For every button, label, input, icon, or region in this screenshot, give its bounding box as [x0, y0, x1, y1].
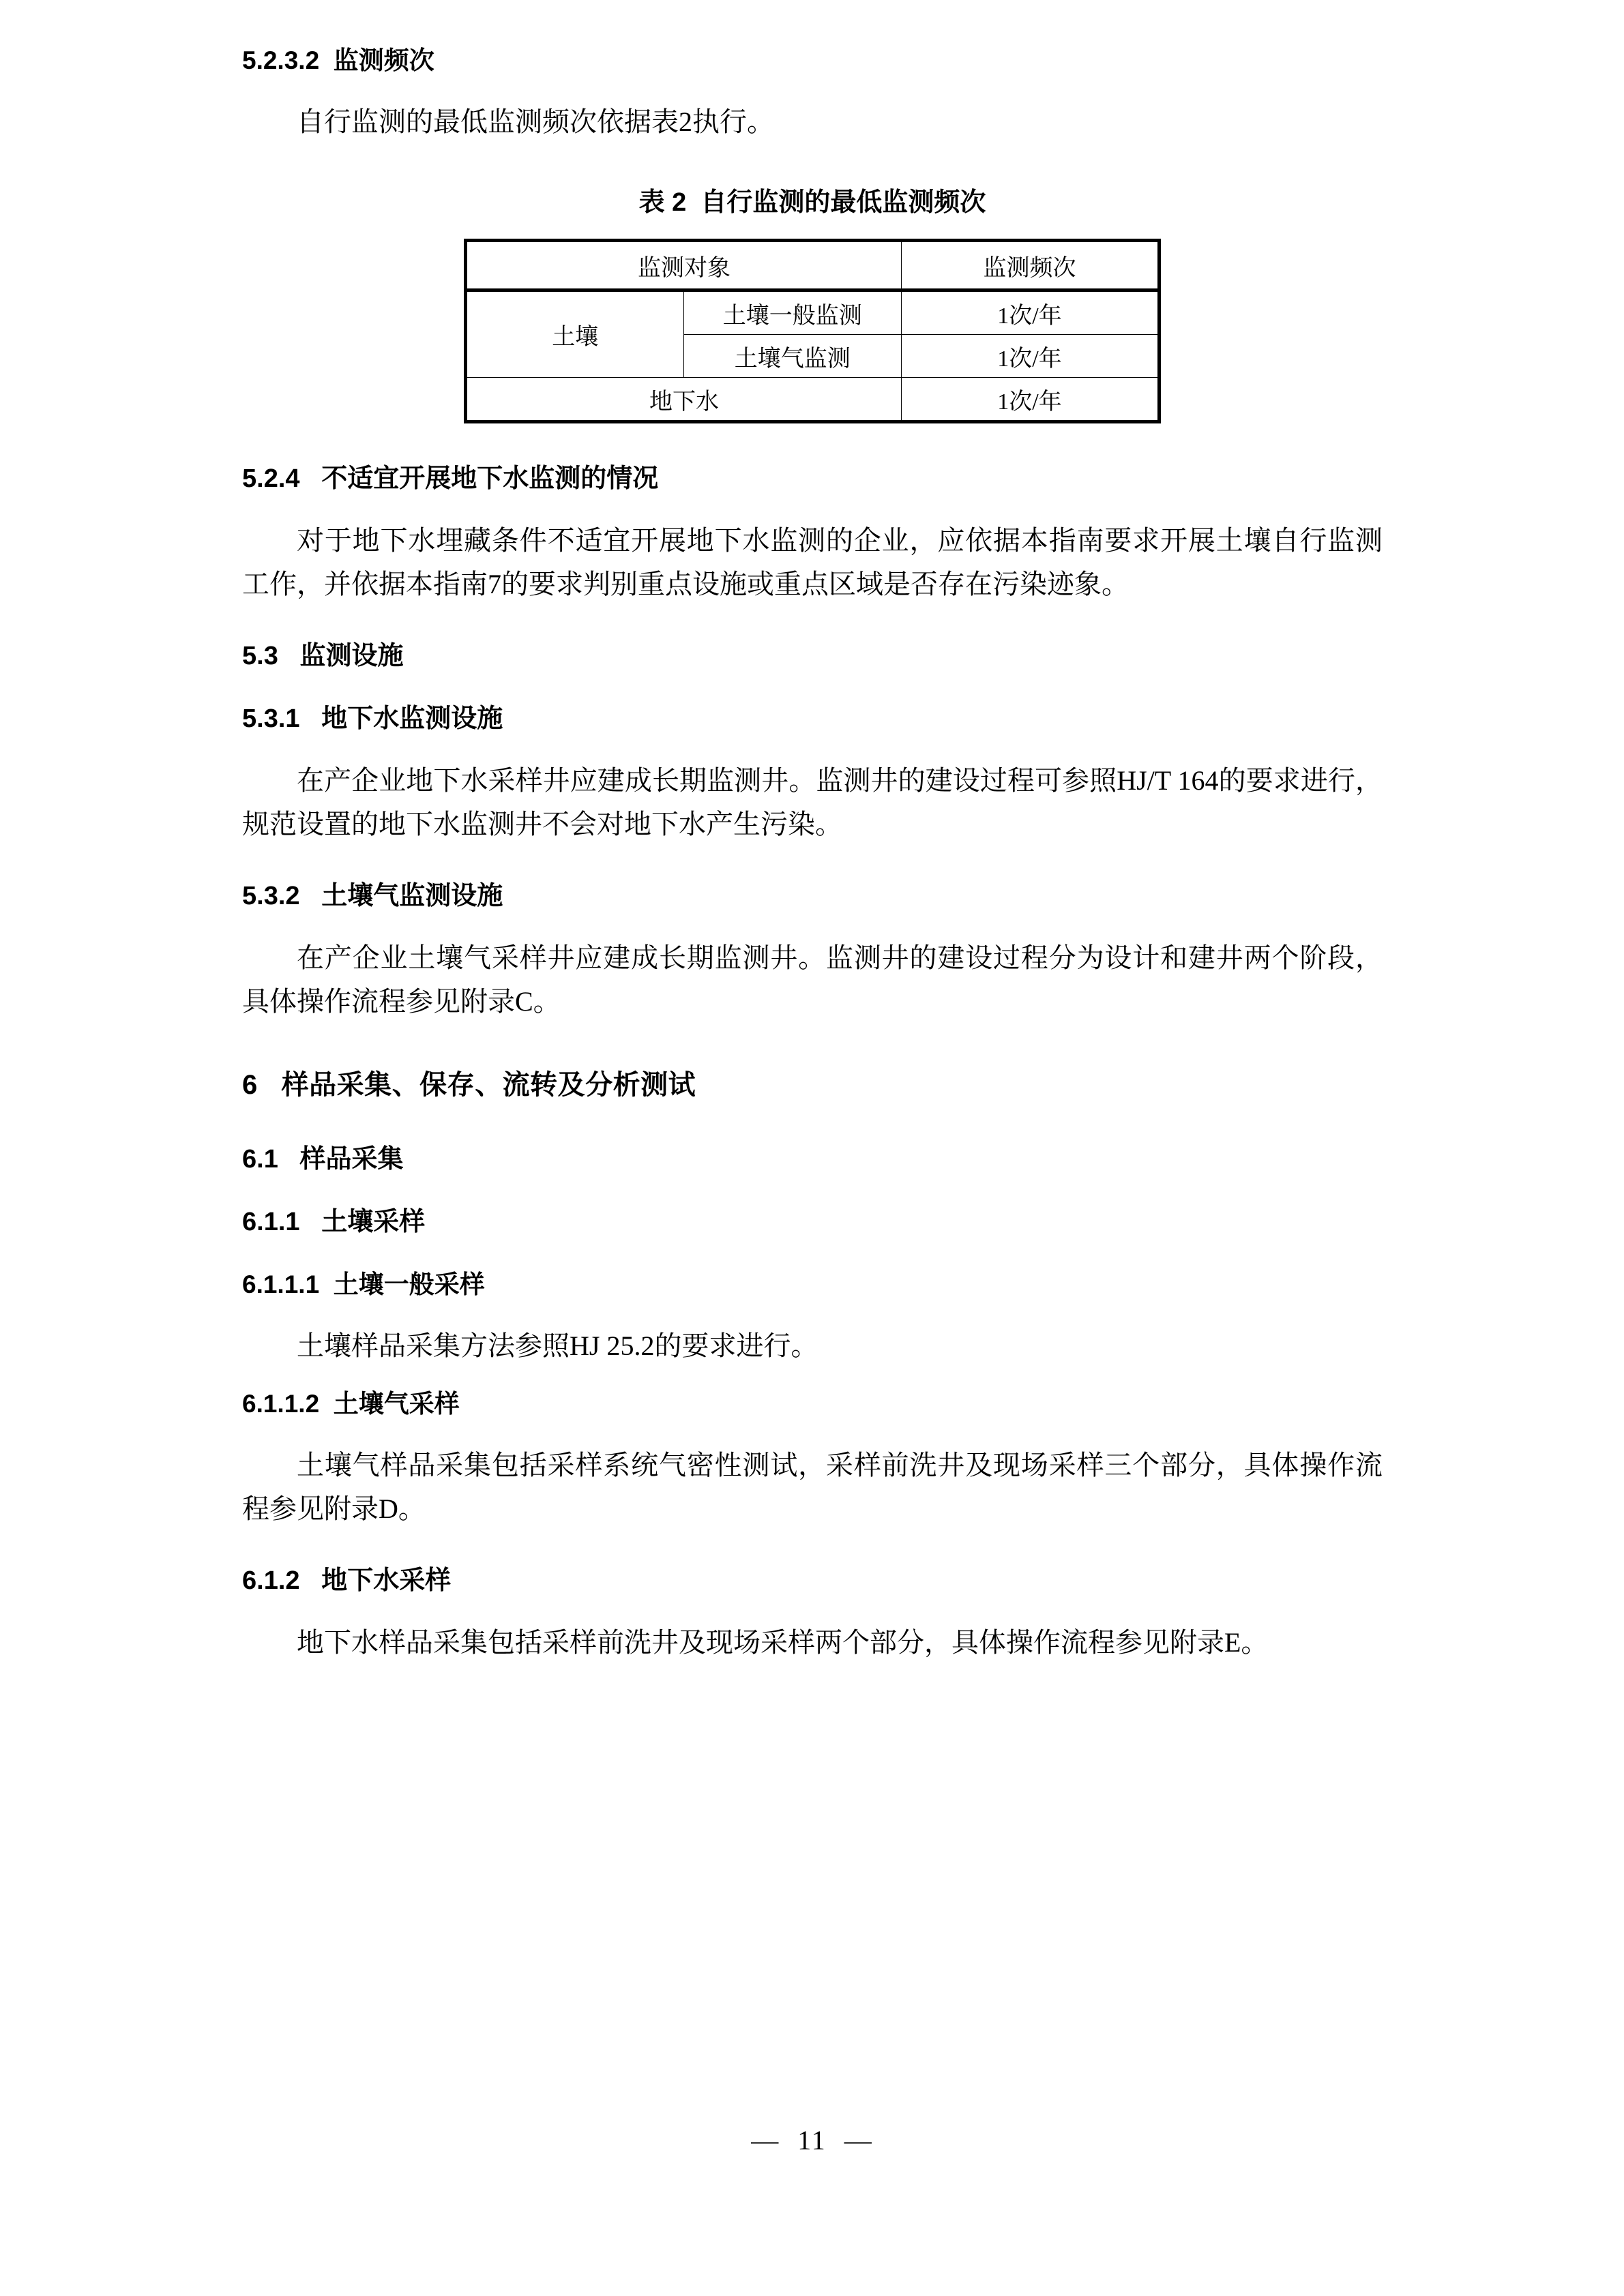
heading-5-3-1: 5.3.1 地下水监测设施 [242, 704, 503, 733]
heading-5-2-4: 5.2.4 不适宜开展地下水监测的情况 [242, 464, 659, 493]
page-footer [0, 2124, 1624, 2156]
table-row [466, 378, 1160, 422]
paragraph-5-2-4: 对于地下水埋藏条件不适宜开展地下水监测的企业，应依据本指南要求开展土壤自行监测工作，并依据本指南7的要求判别重点设施或重点区域是否存在污染迹象。 [242, 525, 1383, 599]
paragraph-5-3-2: 在产企业土壤气采样井应建成长期监测井。监测井的建设过程分为设计和建井两个阶段，具体操作流程参见附录C。 [242, 942, 1383, 1017]
page-content [242, 0, 1383, 1665]
heading-6: 6 样品采集、保存、流转及分析测试 [242, 1070, 696, 1100]
page-number: 11 [797, 2125, 827, 2156]
footer-dash-right: — [844, 2125, 873, 2156]
paragraph-5-3-1: 在产企业地下水采样井应建成长期监测井。监测井的建设过程可参照HJ/T 164的要求进行，规范设置的地下水监测井不会对地下水产生污染。 [242, 765, 1383, 839]
table-cell-frequency: 1次/年 [902, 290, 1160, 335]
heading-5-3-2: 5.3.2 土壤气监测设施 [242, 882, 503, 910]
table-cell-frequency: 1次/年 [902, 378, 1160, 422]
table-cell-object: 土壤气监测 [683, 335, 902, 378]
heading-5-3: 5.3 监测设施 [242, 642, 404, 670]
heading-6-1-1: 6.1.1 土壤采样 [242, 1208, 426, 1236]
paragraph-6-1-2: 地下水样品采集包括采样前洗井及现场采样两个部分，具体操作流程参见附录E。 [297, 1627, 1269, 1658]
table-row [466, 290, 1160, 335]
table-header-row [466, 241, 1160, 290]
footer-dash-left: — [751, 2125, 780, 2156]
heading-6-1: 6.1 样品采集 [242, 1145, 404, 1174]
heading-5-2-3-2: 5.2.3.2 监测频次 [242, 46, 434, 74]
paragraph-6-1-1-1: 土壤样品采集方法参照HJ 25.2的要求进行。 [297, 1330, 818, 1361]
table-cell-frequency: 1次/年 [902, 335, 1160, 378]
table-header-object: 监测对象 [466, 241, 902, 290]
table-cell-group-soil: 土壤 [466, 290, 684, 378]
table-header-frequency: 监测频次 [902, 241, 1160, 290]
heading-6-1-1-1: 6.1.1.1 土壤一般采样 [242, 1270, 485, 1298]
heading-6-1-1-2: 6.1.1.2 土壤气采样 [242, 1390, 460, 1418]
table-cell-object: 地下水 [466, 378, 902, 422]
monitoring-frequency-table [464, 239, 1161, 423]
table2-caption: 表 2 自行监测的最低监测频次 [638, 188, 986, 217]
table2-wrapper [242, 239, 1383, 423]
paragraph-6-1-1-2: 土壤气样品采集包括采样系统气密性测试，采样前洗井及现场采样三个部分，具体操作流程参见附录D。 [242, 1450, 1383, 1524]
table-cell-object: 土壤一般监测 [683, 290, 902, 335]
heading-6-1-2: 6.1.2 地下水采样 [242, 1566, 452, 1595]
paragraph-5-2-3-2: 自行监测的最低监测频次依据表2执行。 [297, 106, 774, 137]
